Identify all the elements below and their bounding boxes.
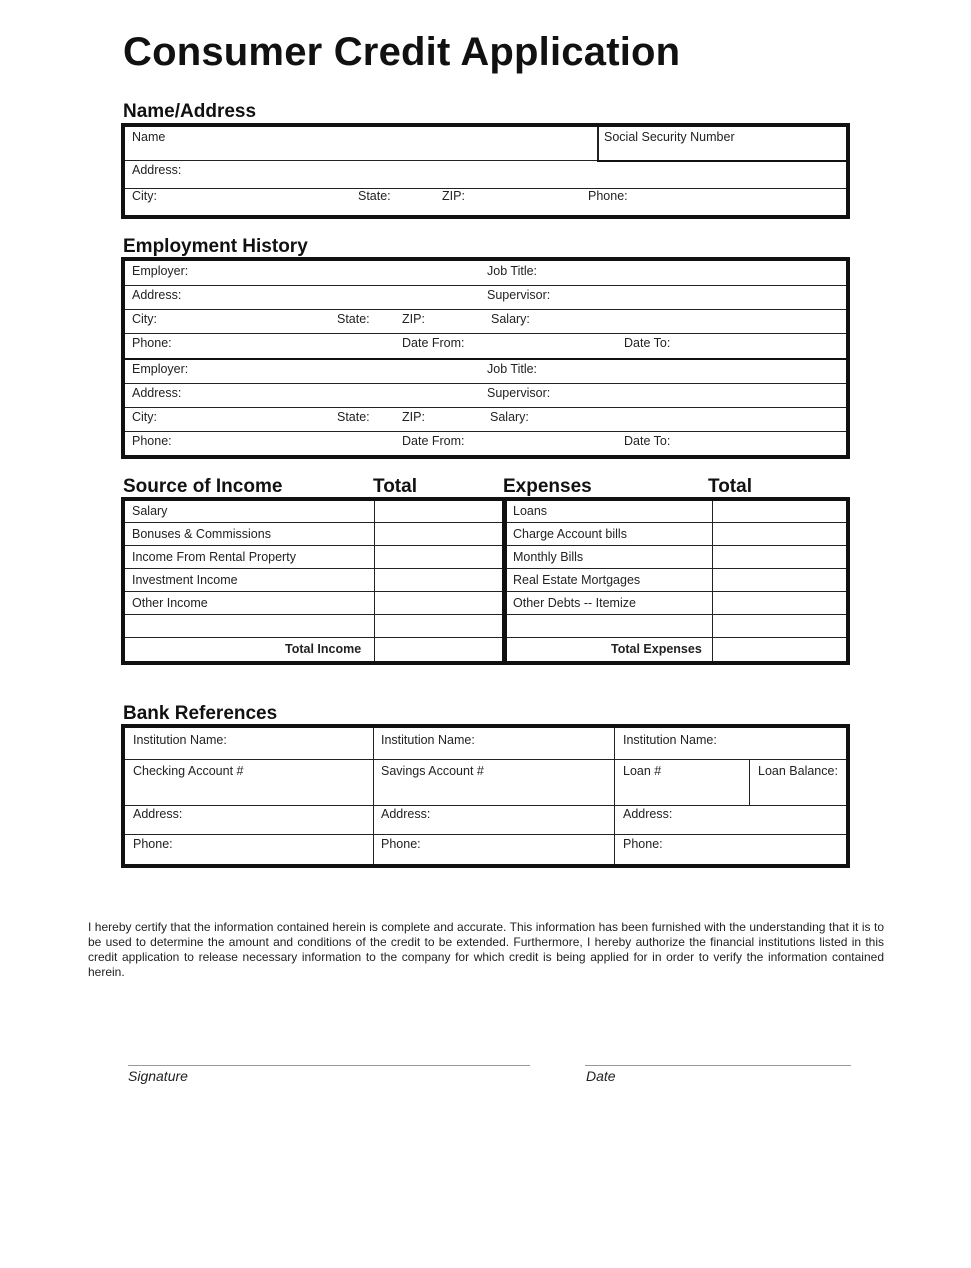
name-address-box — [121, 123, 850, 219]
address-field[interactable]: Address: — [132, 163, 182, 177]
employer-field[interactable]: Employer: — [132, 264, 189, 278]
signature-line[interactable] — [128, 1065, 530, 1066]
income-row: Bonuses & Commissions — [132, 527, 271, 541]
bank-address-field[interactable]: Address: — [623, 807, 673, 821]
institution-name-field[interactable]: Institution Name: — [623, 733, 717, 747]
divider — [507, 591, 846, 592]
divider — [125, 309, 846, 310]
divider — [125, 160, 598, 161]
divider — [125, 545, 502, 546]
signature-label: Signature — [128, 1068, 188, 1084]
bank-phone-field[interactable]: Phone: — [133, 837, 173, 851]
expenses-heading: Expenses — [503, 476, 592, 497]
institution-name-field[interactable]: Institution Name: — [133, 733, 227, 747]
institution-name-field[interactable]: Institution Name: — [381, 733, 475, 747]
expense-row: Charge Account bills — [513, 527, 627, 541]
loan-number-field[interactable]: Loan # — [623, 764, 662, 778]
supervisor-field[interactable]: Supervisor: — [487, 288, 551, 302]
expense-row: Real Estate Mortgages — [513, 573, 641, 587]
name-field[interactable]: Name — [132, 130, 166, 144]
certification-text: I hereby certify that the information contained herein is complete and accurate. This information has been furnished with the understanding that it is to be used to determine the amount and conditions of the credit to be extended. Furthermore, I hereby authorize the financial institutions listed in this credit application to release necessary information to the company for which credit is being applied for in order to verify the information contained herein. — [88, 920, 884, 979]
divider — [125, 333, 846, 334]
salary-field[interactable]: Salary: — [491, 312, 530, 326]
employer-state-field[interactable]: State: — [337, 312, 370, 326]
divider — [125, 759, 846, 760]
employer-phone-field[interactable]: Phone: — [132, 336, 172, 350]
total-income-label: Total Income — [285, 642, 362, 656]
divider — [125, 383, 846, 384]
expense-row: Monthly Bills — [513, 550, 584, 564]
employment-box — [121, 257, 850, 459]
divider — [507, 545, 846, 546]
income-heading: Source of Income — [123, 476, 283, 497]
employer-state-field[interactable]: State: — [337, 410, 370, 424]
income-table — [121, 497, 506, 665]
expense-row: Loans — [513, 504, 548, 518]
supervisor-field[interactable]: Supervisor: — [487, 386, 551, 400]
divider — [125, 614, 502, 615]
divider — [125, 637, 502, 638]
bank-address-field[interactable]: Address: — [381, 807, 431, 821]
bank-address-field[interactable]: Address: — [133, 807, 183, 821]
job-title-field[interactable]: Job Title: — [487, 362, 538, 376]
divider — [373, 728, 374, 864]
employer-zip-field[interactable]: ZIP: — [402, 410, 425, 424]
employer-city-field[interactable]: City: — [132, 312, 157, 326]
state-field[interactable]: State: — [358, 189, 391, 203]
total-expenses-label: Total Expenses — [611, 642, 702, 656]
income-row: Investment Income — [132, 573, 238, 587]
zip-field[interactable]: ZIP: — [442, 189, 465, 203]
divider — [507, 614, 846, 615]
divider — [125, 568, 502, 569]
income-row: Income From Rental Property — [132, 550, 296, 564]
employer-city-field[interactable]: City: — [132, 410, 157, 424]
income-row: Salary — [132, 504, 168, 518]
expenses-total-heading: Total — [708, 476, 752, 497]
divider — [749, 759, 750, 805]
expenses-table — [503, 497, 850, 665]
employer-address-field[interactable]: Address: — [132, 288, 182, 302]
phone-field[interactable]: Phone: — [588, 189, 628, 203]
date-to-field[interactable]: Date To: — [624, 434, 671, 448]
city-field[interactable]: City: — [132, 189, 157, 203]
employer-zip-field[interactable]: ZIP: — [402, 312, 425, 326]
divider — [125, 805, 846, 806]
savings-account-field[interactable]: Savings Account # — [381, 764, 484, 778]
employer-phone-field[interactable]: Phone: — [132, 434, 172, 448]
page-title: Consumer Credit Application — [123, 30, 681, 74]
divider — [597, 160, 846, 162]
job-title-field[interactable]: Job Title: — [487, 264, 538, 278]
divider — [125, 431, 846, 432]
divider — [597, 127, 599, 161]
bank-phone-field[interactable]: Phone: — [623, 837, 663, 851]
divider — [125, 407, 846, 408]
name-address-heading: Name/Address — [123, 101, 257, 122]
divider — [125, 834, 846, 835]
income-total-heading: Total — [373, 476, 417, 497]
employer-address-field[interactable]: Address: — [132, 386, 182, 400]
expense-row: Other Debts -- Itemize — [513, 596, 636, 610]
divider — [507, 522, 846, 523]
date-to-field[interactable]: Date To: — [624, 336, 671, 350]
employer-field[interactable]: Employer: — [132, 362, 189, 376]
divider — [125, 591, 502, 592]
date-from-field[interactable]: Date From: — [402, 336, 465, 350]
bank-heading: Bank References — [123, 703, 278, 724]
income-row: Other Income — [132, 596, 208, 610]
date-line[interactable] — [585, 1065, 851, 1066]
divider — [507, 637, 846, 638]
bank-phone-field[interactable]: Phone: — [381, 837, 421, 851]
divider — [507, 568, 846, 569]
divider — [125, 285, 846, 286]
ssn-field[interactable]: Social Security Number — [604, 130, 735, 144]
loan-balance-field[interactable]: Loan Balance: — [758, 764, 838, 778]
employment-heading: Employment History — [123, 236, 308, 257]
divider — [125, 358, 846, 360]
date-from-field[interactable]: Date From: — [402, 434, 465, 448]
bank-table — [121, 724, 850, 868]
date-label: Date — [586, 1068, 616, 1084]
checking-account-field[interactable]: Checking Account # — [133, 764, 244, 778]
salary-field[interactable]: Salary: — [490, 410, 529, 424]
divider — [125, 188, 846, 189]
divider — [125, 522, 502, 523]
divider — [614, 728, 615, 864]
